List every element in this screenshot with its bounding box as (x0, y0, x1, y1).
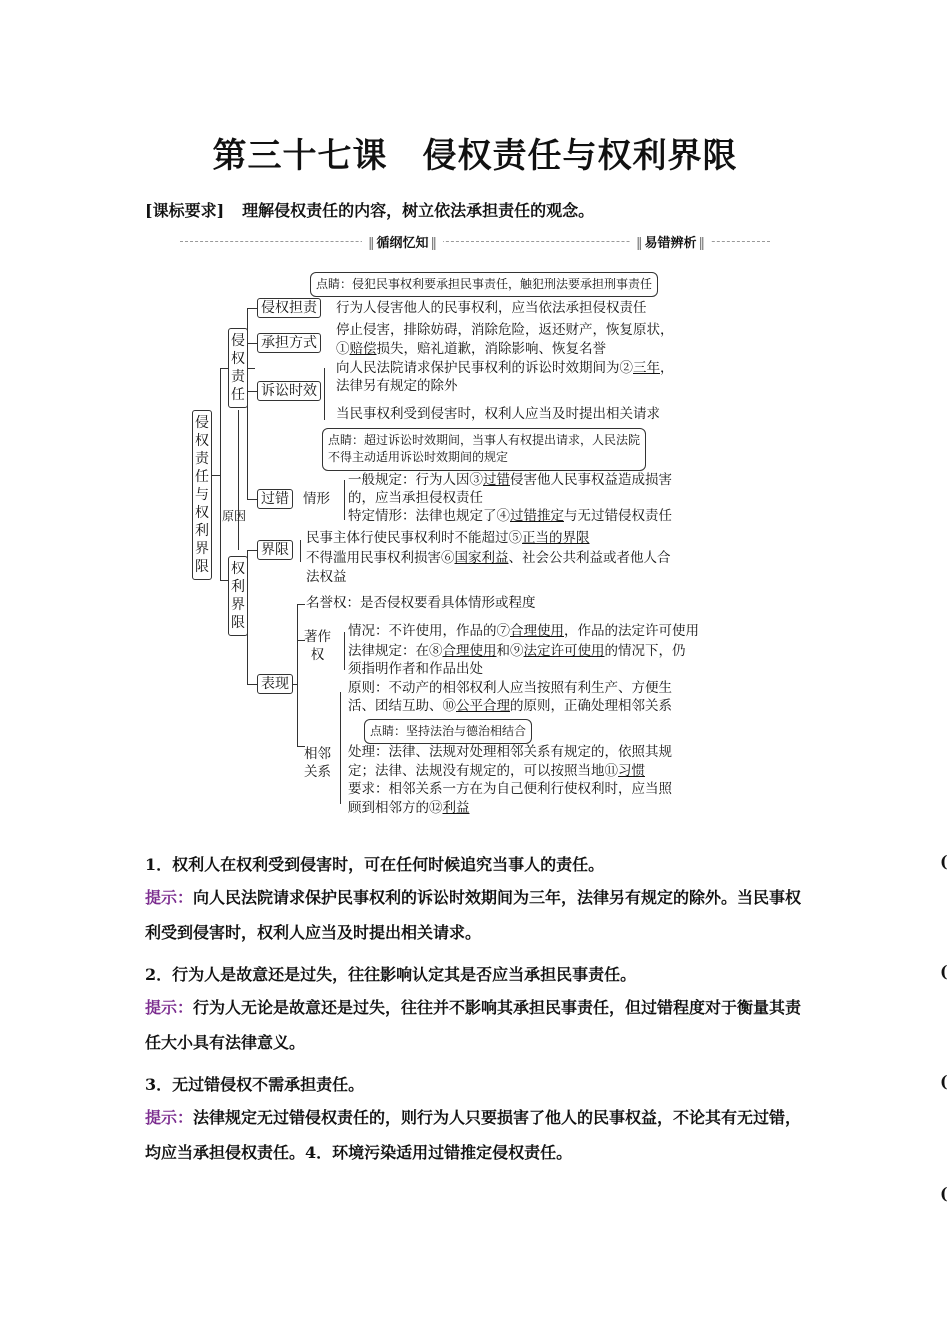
answer-paren-2: ( (940, 962, 948, 981)
requirement-tag: [课标要求] (145, 201, 225, 220)
xl-label: 相邻 关系 (304, 746, 331, 780)
answer-12: 利益 (442, 800, 470, 816)
answer-8: 合理使用 (442, 643, 497, 659)
question-2: 2．行为人是故意还是过失，往往影响认定其是否应当承担民事责任。 (145, 965, 637, 984)
answer-9: 法定许可使用 (523, 643, 605, 659)
xl-line4: 定；法律、法规没有规定的，可以按照当地⑪习惯 (348, 763, 645, 779)
zzq-line1: 情况：不许使用，作品的⑦合理使用，作品的法定许可使用 (348, 623, 699, 639)
answer-paren-1: ( (940, 852, 948, 871)
reason-label: 原因 (222, 509, 247, 523)
xl-line3: 处理：法律、法规对处理相邻关系有规定的，依照其规 (348, 744, 672, 760)
answer-6: 国家利益 (454, 550, 509, 566)
node-sssx: 诉讼时效 (257, 381, 321, 401)
gc-line1: 一般规定：行为人因③过错侵害他人民事权益造成损害 (348, 472, 672, 488)
note-bottom: 点睛：坚持法治与德治相结合 (364, 719, 532, 744)
curriculum-requirement (145, 198, 594, 221)
cdfs-line2: ①赔偿损失，赔礼道歉，消除影响、恢复名誉 (336, 341, 606, 357)
xl-line1: 原则：不动产的相邻权利人应当按照有利生产、方便生 (348, 680, 672, 696)
root-node: 侵权责任与权利界限 (192, 410, 212, 580)
zzq-label: 著作 权 (304, 629, 331, 663)
sssx-line3: 当民事权利受到侵害时，权利人应当及时提出相关请求 (336, 406, 660, 422)
xl-line5: 要求：相邻关系一方在为自己便利行使权利时，应当照 (348, 781, 672, 797)
answer-11: 习惯 (618, 763, 645, 779)
answer-4: 过错推定 (510, 508, 564, 524)
answer-paren-3: ( (940, 1072, 948, 1091)
gc-line3: 特定情形：法律也规定了④过错推定与无过错侵权责任 (348, 508, 672, 524)
answer-7: 合理使用 (510, 623, 564, 639)
node-cdfs: 承担方式 (257, 333, 321, 353)
branch-boundary: 权利界限 (228, 556, 248, 636)
cdfs-line1: 停止侵害，排除妨碍，消除危险，返还财产，恢复原状， (336, 322, 674, 338)
branch-liability: 侵权责任 (228, 328, 248, 408)
answer-2: 三年 (633, 360, 660, 376)
zzq-line2: 法律规定：在⑧合理使用和⑨法定许可使用的情况下，仍 (348, 643, 686, 659)
jx-line1: 民事主体行使民事权利时不能超过⑤正当的界限 (306, 530, 590, 546)
hint-3: 提示：法律规定无过错侵权责任的，则行为人只要损害了他人的民事权益，不论其有无过错，均应当承担侵权责任。4．环境污染适用过错推定侵权责任。 (145, 1108, 802, 1162)
gc-sub: 情形 (303, 491, 330, 507)
answer-3: 过错 (483, 472, 510, 488)
node-bx: 表现 (257, 674, 293, 694)
qqdz-text: 行为人侵害他人的民事权利，应当依法承担侵权责任 (336, 300, 647, 316)
xl-line2: 活、团结互助、⑩公平合理的原则，正确处理相邻关系 (348, 698, 672, 714)
section-bar (180, 232, 770, 252)
note-top: 点睛：侵犯民事权利要承担民事责任，触犯刑法要承担刑事责任 (310, 272, 658, 297)
requirement-text: 理解侵权责任的内容，树立依法承担责任的观念。 (242, 201, 595, 220)
xl-line6: 顾到相邻方的⑫利益 (348, 800, 470, 816)
sssx-line1: 向人民法院请求保护民事权利的诉讼时效期间为②三年， (336, 360, 674, 376)
node-qqdz: 侵权担责 (257, 298, 321, 318)
hint-2: 提示：行为人无论是故意还是过失，往往并不影响其承担民事责任，但过错程度对于衡量其责任大小具有法律意义。 (145, 998, 802, 1052)
sssx-line2: 法律另有规定的除外 (336, 378, 458, 394)
answer-5: 正当的界限 (522, 530, 590, 546)
jx-line2: 不得滥用民事权利损害⑥国家利益、社会公共利益或者他人合 (306, 550, 671, 566)
hint-1: 提示：向人民法院请求保护民事权利的诉讼时效期间为三年，法律另有规定的除外。当民事权利受到侵害时，权利人应当及时提出相关请求。 (145, 888, 802, 942)
section-errors: ‖ 易错辨析 ‖ (630, 232, 711, 251)
answer-10: 公平合理 (456, 698, 510, 714)
zzq-line3: 须指明作者和作品出处 (348, 661, 483, 677)
node-gc: 过错 (257, 489, 293, 509)
question-3: 3．无过错侵权不需承担责任。 (145, 1075, 365, 1094)
answer-1: 赔偿 (349, 341, 377, 357)
answer-paren-4: ( (940, 1184, 948, 1203)
question-1: 1．权利人在权利受到侵害时，可在任何时候追究当事人的责任。 (145, 855, 605, 874)
gc-line2: 的，应当承担侵权责任 (348, 490, 483, 506)
node-jx: 界限 (257, 540, 293, 560)
section-recall: ‖ 循纲忆知 ‖ (362, 232, 443, 251)
myq-text: 名誉权：是否侵权要看具体情形或程度 (306, 595, 536, 611)
page-title: 第三十七课 侵权责任与权利界限 (212, 136, 738, 176)
jx-line3: 法权益 (306, 569, 347, 585)
note-mid: 点睛：超过诉讼时效期间，当事人有权提出请求，人民法院 不得主动适用诉讼时效期间的规定 (322, 428, 646, 471)
question-4: 4．环境污染适用过错推定侵权责任。 (305, 1143, 573, 1162)
